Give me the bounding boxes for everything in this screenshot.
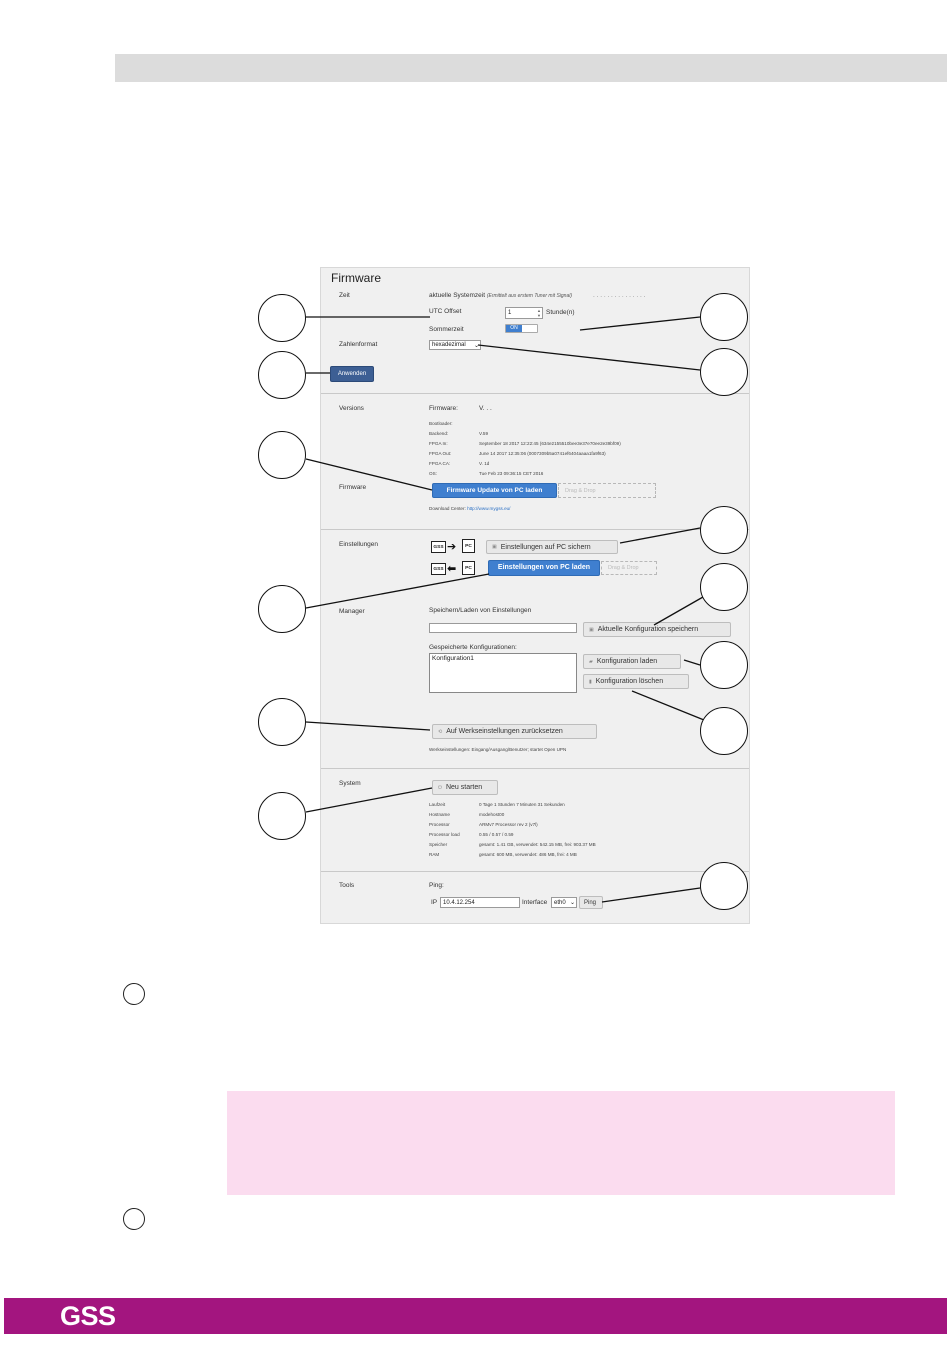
pc-logo-icon: PC — [462, 539, 475, 553]
callout-marker — [700, 563, 748, 611]
firmware-section-label: Firmware — [339, 484, 367, 491]
arrow-left-icon: ⬅ — [447, 563, 457, 575]
callout-marker — [700, 348, 748, 396]
callout-marker — [258, 294, 306, 342]
ping-label: Ping: — [429, 882, 444, 889]
step-marker — [123, 1208, 145, 1230]
version-value: V. 1d — [479, 461, 490, 466]
version-key: FPGA Out: — [429, 451, 452, 456]
leader-line — [602, 888, 700, 902]
systemzeit-value: . . . . . . . . . . . . . . . — [593, 292, 646, 299]
system-value: modehost00 — [479, 812, 505, 817]
system-value: 0.55 / 0.57 / 0.59 — [479, 832, 514, 837]
firmware-version-value: V. . . — [479, 405, 492, 412]
firmware-update-button[interactable]: Firmware Update von PC laden — [432, 483, 557, 498]
leader-line — [632, 691, 704, 720]
ip-input[interactable]: 10.4.12.254 — [440, 897, 520, 908]
callout-marker — [700, 293, 748, 341]
leader-line — [306, 459, 432, 490]
note-box — [227, 1091, 895, 1195]
version-key: OS: — [429, 471, 437, 476]
system-value: ARMv7 Processor rev 2 (v7l) — [479, 822, 538, 827]
restart-button[interactable]: ⏻ Neu starten — [432, 780, 498, 795]
system-key: Speicher — [429, 842, 448, 847]
speichern-laden-label: Speichern/Laden von Einstellungen — [429, 607, 532, 614]
callout-marker — [258, 698, 306, 746]
callout-marker — [258, 585, 306, 633]
panel-title: Firmware — [331, 271, 381, 285]
systemzeit-label: aktuelle Systemzeit (Ermittelt aus erstem Tuner mit Signal) — [429, 292, 573, 299]
system-key: Processor load — [429, 832, 460, 837]
factory-reset-note: Werkseinstellungen: Eingang/Ausgang/Benutzer; startet Open UPN — [429, 747, 567, 752]
system-value: gesamt: 600 MB, verwendet: 486 MB, frei: 4 MB — [479, 852, 577, 857]
sommerzeit-toggle[interactable]: ON — [505, 324, 538, 333]
callout-marker — [700, 862, 748, 910]
pc-logo-icon: PC — [462, 561, 475, 575]
firmware-dropzone[interactable]: Drag & Drop — [558, 483, 656, 498]
footer-bar — [4, 1298, 947, 1334]
einstellungen-label: Einstellungen — [339, 541, 379, 548]
version-key: Bootloader: — [429, 421, 453, 426]
system-key: Laufzeit — [429, 802, 446, 807]
leader-line — [654, 597, 703, 625]
callout-marker — [700, 506, 748, 554]
leader-line — [620, 528, 700, 543]
utc-unit-label: Stunde(n) — [546, 309, 575, 316]
version-value: September 18 2017 12:22:45 (634e2155510bee3e37e70ee2e39bf09) — [479, 441, 621, 446]
utc-offset-input[interactable]: 1 ▲ ▼ — [505, 307, 543, 319]
trash-icon: ▮ — [589, 678, 592, 685]
system-key: Hostname — [429, 812, 450, 817]
zahlenformat-label: Zahlenformat — [339, 341, 378, 348]
anwenden-button[interactable]: Anwenden — [330, 366, 374, 382]
leader-line — [306, 574, 489, 608]
firmware-key: Firmware: — [429, 405, 458, 412]
system-value: 0 Tage 1 Stunden 7 Minuten 31 Sekunden — [479, 802, 565, 807]
system-key: Processor — [429, 822, 450, 827]
zeit-label: Zeit — [339, 292, 350, 299]
settings-dropzone[interactable]: Drag & Drop — [601, 561, 657, 575]
download-center: Download Center: http://www.mygss.eu/ — [429, 506, 511, 511]
tools-label: Tools — [339, 882, 355, 889]
leader-line — [306, 788, 432, 812]
interface-select[interactable]: eth0 ⌄ — [551, 897, 577, 908]
version-value: Tue Feb 23 09:36:15 CET 2016 — [479, 471, 544, 476]
versions-label: Versions — [339, 405, 364, 412]
leader-line — [684, 660, 700, 665]
download-center-link[interactable]: http://www.mygss.eu/ — [467, 506, 511, 511]
leader-line — [580, 317, 700, 330]
delete-config-button[interactable]: ▮ Konfiguration löschen — [583, 674, 689, 689]
step-marker — [123, 983, 145, 1005]
version-key: Backend: — [429, 431, 449, 436]
callout-marker — [258, 792, 306, 840]
save-current-config-button[interactable]: ▣ Aktuelle Konfiguration speichern — [583, 622, 731, 637]
sommerzeit-label: Sommerzeit — [429, 326, 464, 333]
save-icon: ▣ — [589, 626, 594, 633]
interface-label: Interface — [522, 899, 548, 906]
load-config-button[interactable]: ▰ Konfiguration laden — [583, 654, 681, 669]
factory-reset-button[interactable]: ⟲ Auf Werkseinstellungen zurücksetzen — [432, 724, 597, 739]
ip-label: IP — [431, 899, 438, 906]
version-key: FPGA CA: — [429, 461, 451, 466]
version-value: V.59 — [479, 431, 489, 436]
ping-button[interactable]: Ping — [579, 896, 603, 909]
zahlenformat-select[interactable]: hexadezimal ⌄ — [429, 340, 481, 350]
system-label: System — [339, 780, 361, 787]
gespeicherte-label: Gespeicherte Konfigurationen: — [429, 644, 517, 651]
gss-logo-icon: GSS — [431, 563, 446, 575]
version-value: June 14 2017 12:35:06 (0007309b5a0741ef6404aaaa1fa9f63) — [479, 451, 606, 456]
utc-offset-label: UTC Offset — [429, 308, 462, 315]
gss-brand-logo: GSS — [60, 1301, 116, 1331]
leader-line — [478, 345, 700, 370]
callout-marker — [700, 641, 748, 689]
system-key: RAM — [429, 852, 440, 857]
callout-marker — [258, 431, 306, 479]
callout-marker — [700, 707, 748, 755]
system-value: gesamt: 1.41 GB, verwendet: 542.15 MB, frei: 903.37 MB — [479, 842, 596, 847]
power-icon: ⏻ — [438, 784, 442, 791]
list-item[interactable]: Konfiguration1 — [432, 655, 474, 662]
folder-icon: ▰ — [589, 658, 593, 665]
callout-marker — [258, 351, 306, 399]
save-icon: ▣ — [492, 544, 497, 550]
leader-line — [306, 722, 430, 730]
version-key: FPGA In: — [429, 441, 448, 446]
gss-logo-icon: GSS — [431, 541, 446, 553]
manager-label: Manager — [339, 608, 365, 615]
arrow-right-icon: ➔ — [447, 541, 457, 553]
save-settings-to-pc-button[interactable]: ▣ Einstellungen auf PC sichern — [486, 540, 618, 554]
reset-icon: ⟲ — [438, 728, 443, 735]
load-settings-from-pc-button[interactable]: Einstellungen von PC laden — [488, 560, 600, 576]
